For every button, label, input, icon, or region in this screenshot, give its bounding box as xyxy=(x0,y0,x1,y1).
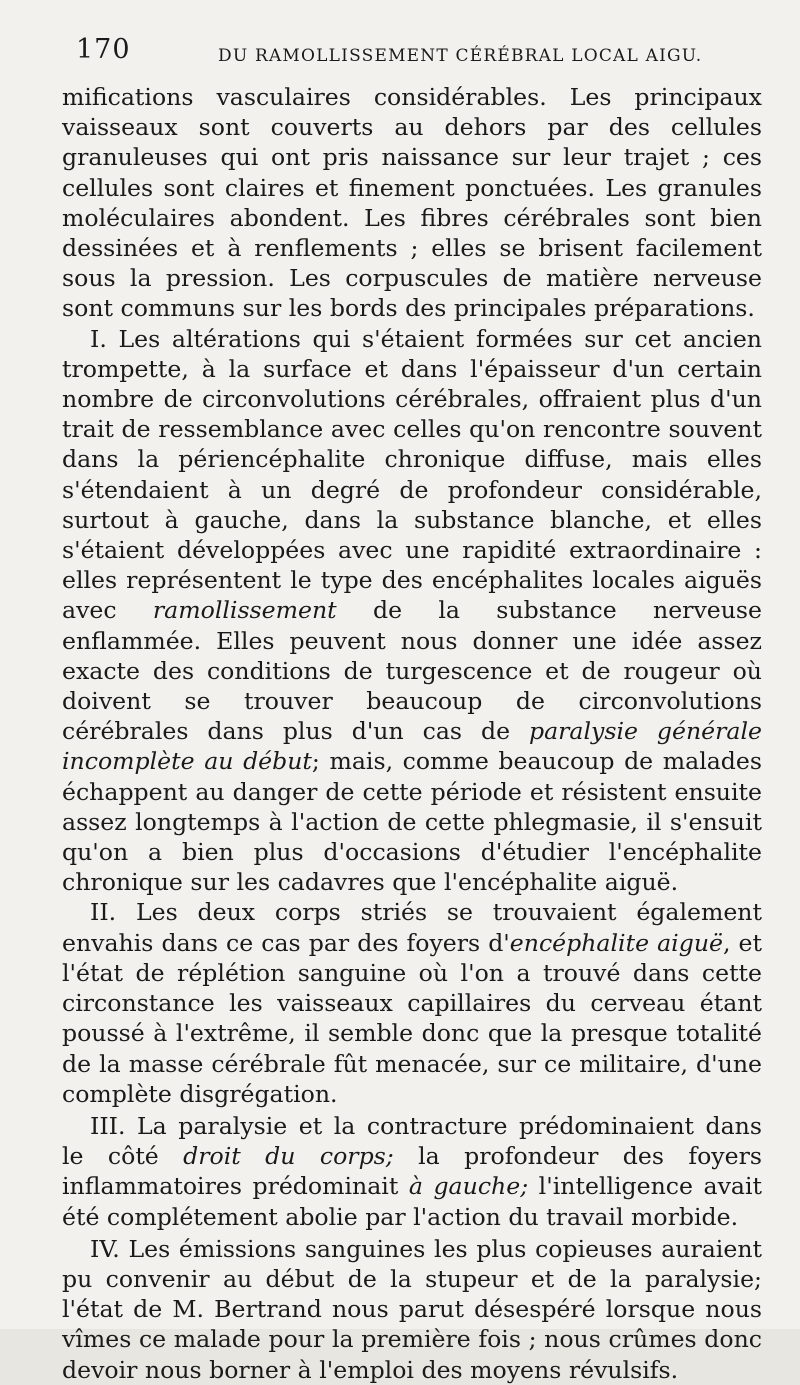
paragraph-section-2 xyxy=(62,897,762,1108)
paragraph-continuation: mifications vasculaires considérables. Les principaux vaisseaux sont couverts au dehors par des cellules granuleuses qui ont pris naissance sur leur trajet ; ces cellules sont claires et finement ponctuées. Les granules moléculaires abondent. Les fibres cérébrales sont bien dessinées et à renflements ; elles se brisent facilement sous la pression. Les corpuscules de matière nerveuse sont communs sur les bords des principales préparations. xyxy=(62,83,762,323)
text-run: II. Les deux corps striés se trouvaient également envahis dans ce cas par des foyers d' xyxy=(62,898,762,957)
text-run: I. Les altérations qui s'étaient formées sur cet ancien trompette, à la surface et dans l'épaisseur d'un certain nombre de circonvolutions cérébrales, offraient plus d'un trait de ressemblance avec celles qu'on rencontre souvent dans la périencéphalite chronique diffuse, mais elles s'étendaient à un degré de profondeur considérable, surtout à gauche, dans la substance blanche, et elles s'étaient développées avec une rapidité extraordinaire : elles représentent le type des encéphalites locales aiguës avec xyxy=(62,324,762,625)
text-run: la profondeur des foyers inflammatoires prédominait xyxy=(62,1142,762,1201)
running-head xyxy=(0,34,800,74)
text-run: l'intelligence avait été complétement abolie par l'action du travail morbide. xyxy=(62,1172,762,1231)
paragraph-section-3 xyxy=(62,1111,762,1232)
italic-run: paralysie générale incomplète au début xyxy=(62,717,762,776)
text-run: ; mais, comme beaucoup de malades échappent au danger de cette période et résistent ensuite assez longtemps à l'action de cette phlegmasie, il s'ensuit qu'on a bien plus d'occasions d'étudier l'encéphalite chronique sur les cadavres que l'encéphalite aiguë. xyxy=(62,747,762,897)
text-run: III. La paralysie et la contracture prédominaient dans le côté xyxy=(62,1111,762,1171)
italic-run: droit du corps; xyxy=(183,1142,394,1171)
text-run: , et l'état de réplétion sanguine où l'on a trouvé dans cette circonstance les vaisseaux capillaires du cerveau étant poussé à l'extrême, il semble donc que la presque totalité de la masse cérébrale fût menacée, sur ce militaire, d'une complète disgrégation. xyxy=(62,928,763,1108)
running-title: DU RAMOLLISSEMENT CÉRÉBRAL LOCAL AIGU. xyxy=(218,46,703,66)
page-number: 170 xyxy=(76,34,131,65)
paragraph-section-4: IV. Les émissions sanguines les plus copieuses auraient pu convenir au début de la stupeur et de la paralysie; l'état de M. Bertrand nous parut désespéré lorsque nous vîmes ce malade pour la première fois ; nous crûmes donc devoir nous borner à l'emploi des moyens révulsifs. xyxy=(62,1234,762,1384)
italic-run: encéphalite aiguë xyxy=(509,928,723,957)
italic-run: ramollissement xyxy=(152,596,337,625)
text-run: de la substance nerveuse enflammée. Elles peuvent nous donner une idée assez exacte des conditions de turgescence et de rougeur où doivent se trouver beaucoup de circonvolutions cérébrales dans plus d'un cas de xyxy=(62,596,762,746)
body-text xyxy=(62,82,762,1385)
paragraph-section-1 xyxy=(62,324,762,898)
italic-run: à gauche; xyxy=(408,1172,529,1201)
